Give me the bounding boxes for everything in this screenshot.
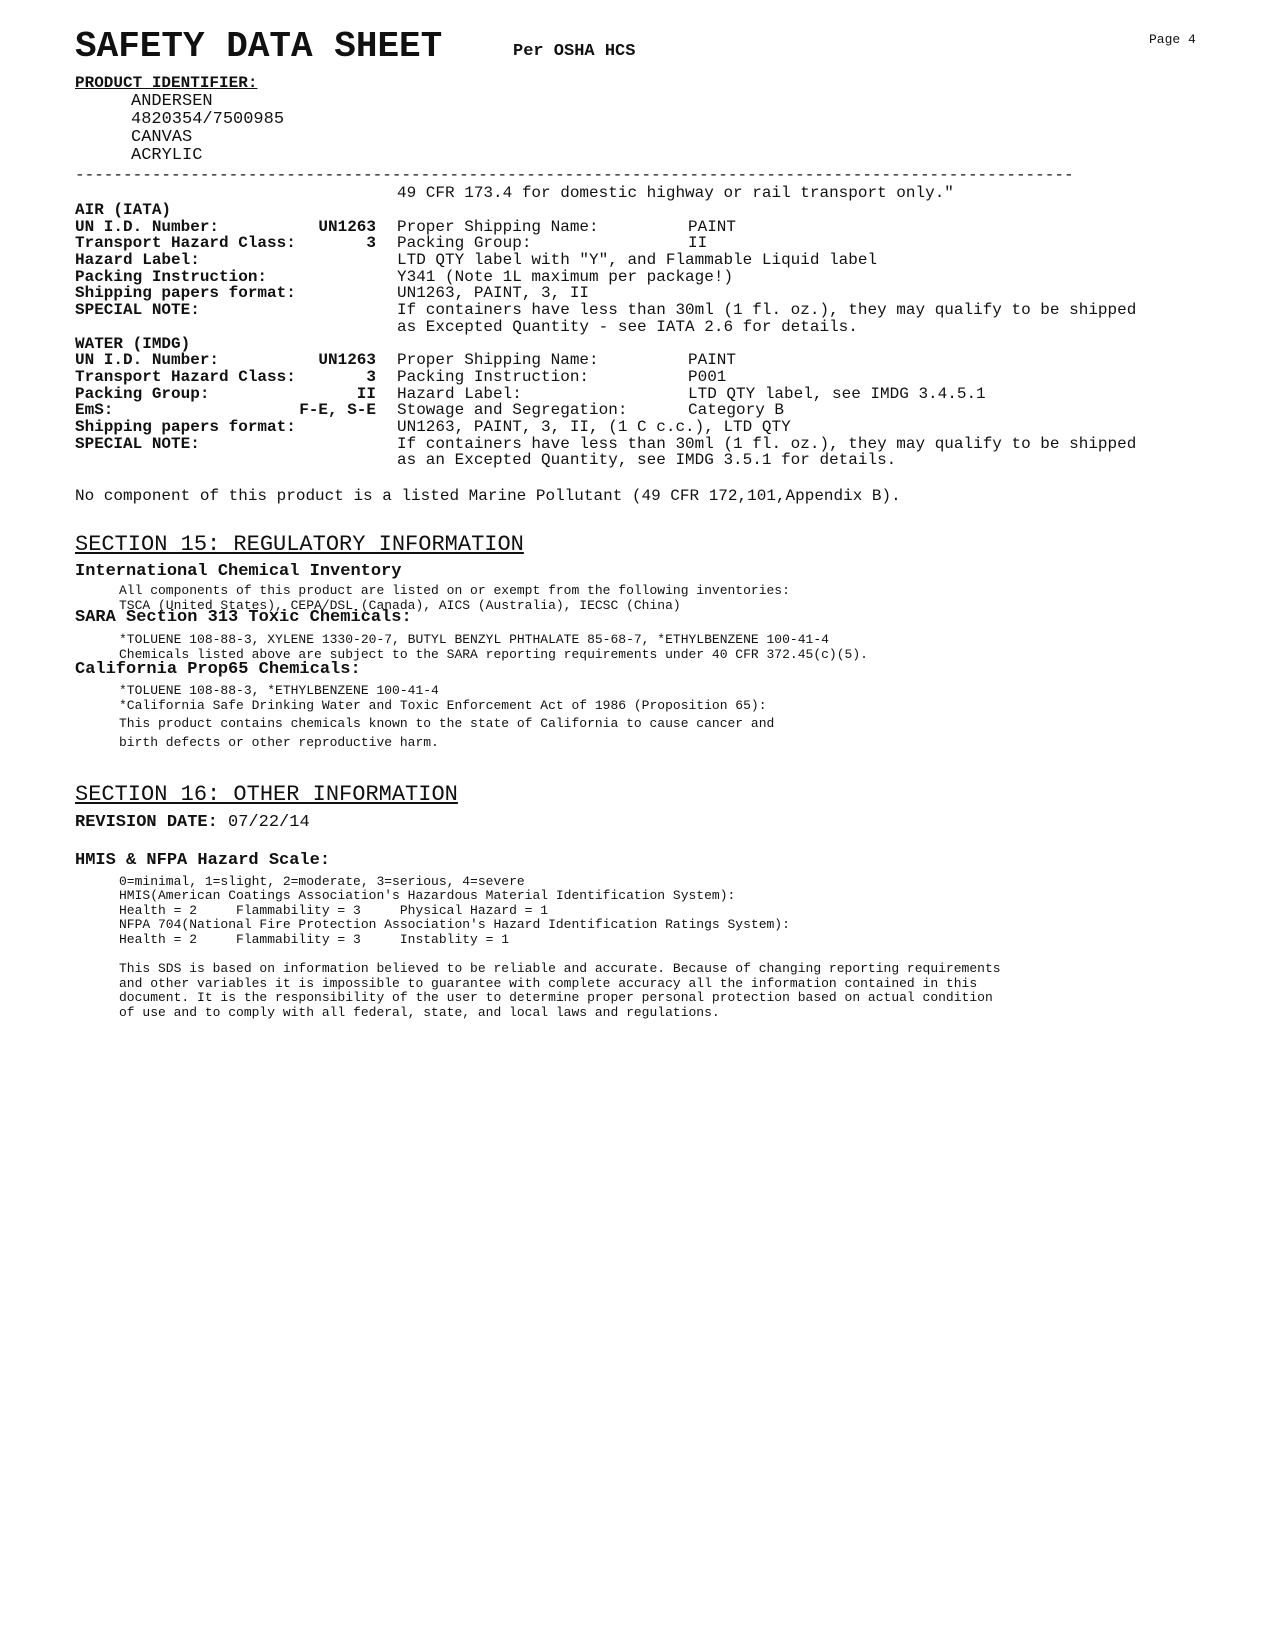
water-row-desc-value: Category B xyxy=(688,401,785,419)
water-row-label: EmS: xyxy=(75,401,114,419)
water-row-value: 3 xyxy=(366,368,376,386)
water-row-desc: Packing Instruction: xyxy=(397,368,590,386)
disclaimer-line: This SDS is based on information believed to be reliable and accurate. Because of changing reporting requirements xyxy=(119,961,1001,976)
sara-line: *TOLUENE 108-88-3, XYLENE 1330-20-7, BUTYL BENZYL PHTHALATE 85-68-7, *ETHYLBENZENE 100-41-4 xyxy=(119,632,829,647)
air-row-desc-value: II xyxy=(688,234,708,252)
water-row-desc: as an Excepted Quantity, see IMDG 3.5.1 for details. xyxy=(397,451,897,469)
product-line: 4820354/7500985 xyxy=(131,110,285,129)
water-row-desc-value: LTD QTY label, see IMDG 3.4.5.1 xyxy=(688,385,986,403)
product-line: ANDERSEN xyxy=(131,92,213,111)
prop65-line: This product contains chemicals known to the state of California to cause cancer and xyxy=(119,716,775,731)
water-row-value: F-E, S-E xyxy=(299,401,376,419)
air-row-value: UN1263 xyxy=(318,218,376,236)
air-row-label: UN I.D. Number: xyxy=(75,218,220,236)
disclaimer-line: document. It is the responsibility of the user to determine proper personal protection based on actual condition xyxy=(119,990,993,1005)
air-row-value: 3 xyxy=(366,234,376,252)
water-row-label: UN I.D. Number: xyxy=(75,351,220,369)
document-title: SAFETY DATA SHEET xyxy=(75,26,443,67)
sara-heading: SARA Section 313 Toxic Chemicals: xyxy=(75,608,412,627)
air-row-desc: Packing Group: xyxy=(397,234,532,252)
water-row-value: II xyxy=(356,385,376,403)
hmis-heading: HMIS & NFPA Hazard Scale: xyxy=(75,851,331,870)
air-row-label: Hazard Label: xyxy=(75,251,200,269)
document-subtitle: Per OSHA HCS xyxy=(513,42,636,61)
product-line: CANVAS xyxy=(131,128,193,147)
revision-label: REVISION DATE: xyxy=(75,813,218,832)
divider-line: -------------------------------------------------------------------------------------------------------- xyxy=(75,166,1074,184)
air-row-desc: UN1263, PAINT, 3, II xyxy=(397,284,590,302)
air-row-desc: Y341 (Note 1L maximum per package!) xyxy=(397,268,734,286)
water-row-value: UN1263 xyxy=(318,351,376,369)
water-row-label: Transport Hazard Class: xyxy=(75,368,296,386)
disclaimer-line: of use and to comply with all federal, state, and local laws and regulations. xyxy=(119,1005,720,1020)
hmis-line: NFPA 704(National Fire Protection Association's Hazard Identification Ratings System): xyxy=(119,917,790,932)
page-number: Page 4 xyxy=(1149,32,1196,47)
air-row-desc-value: PAINT xyxy=(688,218,737,236)
prop65-line: *California Safe Drinking Water and Toxic Enforcement Act of 1986 (Proposition 65): xyxy=(119,698,767,713)
water-row-desc: Proper Shipping Name: xyxy=(397,351,599,369)
revision-row xyxy=(75,813,310,832)
section-15-heading: SECTION 15: REGULATORY INFORMATION xyxy=(75,532,524,557)
prop65-line: *TOLUENE 108-88-3, *ETHYLBENZENE 100-41-4 xyxy=(119,683,439,698)
inventory-heading: International Chemical Inventory xyxy=(75,562,402,581)
air-row-label: Transport Hazard Class: xyxy=(75,234,296,252)
water-row-desc: UN1263, PAINT, 3, II, (1 C c.c.), LTD QTY xyxy=(397,418,791,436)
marine-pollutant-note: No component of this product is a listed Marine Pollutant (49 CFR 172,101,Appendix B). xyxy=(75,487,901,505)
air-row-desc: If containers have less than 30ml (1 fl. oz.), they may qualify to be shipped xyxy=(397,301,1137,319)
water-row-desc: Hazard Label: xyxy=(397,385,522,403)
hmis-line: Health = 2 Flammability = 3 Instablity = 1 xyxy=(119,932,510,947)
water-row-desc: If containers have less than 30ml (1 fl. oz.), they may qualify to be shipped xyxy=(397,435,1137,453)
prop65-heading: California Prop65 Chemicals: xyxy=(75,660,361,679)
inventory-line: TSCA (United States), CEPA/DSL (Canada), AICS (Australia), IECSC (China) xyxy=(119,598,681,613)
prop65-line: birth defects or other reproductive harm. xyxy=(119,735,439,750)
air-row-label: Shipping papers format: xyxy=(75,284,296,302)
water-row-label: Packing Group: xyxy=(75,385,210,403)
air-heading: AIR (IATA) xyxy=(75,201,172,219)
hmis-line: Health = 2 Flammability = 3 Physical Hazard = 1 xyxy=(119,903,549,918)
disclaimer-line: and other variables it is impossible to guarantee with complete accuracy all the information contained in this xyxy=(119,976,978,991)
air-row-desc: LTD QTY label with "Y", and Flammable Liquid label xyxy=(397,251,878,269)
revision-date: 07/22/14 xyxy=(228,813,310,832)
water-heading: WATER (IMDG) xyxy=(75,335,191,353)
product-identifier-label: PRODUCT IDENTIFIER: xyxy=(75,74,258,92)
water-row-desc: Stowage and Segregation: xyxy=(397,401,628,419)
air-row-label: SPECIAL NOTE: xyxy=(75,301,200,319)
inventory-line: All components of this product are listed on or exempt from the following inventories: xyxy=(119,583,790,598)
air-row-desc: Proper Shipping Name: xyxy=(397,218,599,236)
hmis-line: HMIS(American Coatings Association's Hazardous Material Identification System): xyxy=(119,888,736,903)
section-16-heading: SECTION 16: OTHER INFORMATION xyxy=(75,782,458,807)
water-row-desc-value: PAINT xyxy=(688,351,737,369)
hmis-line: 0=minimal, 1=slight, 2=moderate, 3=serious, 4=severe xyxy=(119,874,525,889)
product-line: ACRYLIC xyxy=(131,146,203,165)
sara-line: Chemicals listed above are subject to the SARA reporting requirements under 40 CFR 372.45(c)(5). xyxy=(119,647,868,662)
air-row-desc: as Excepted Quantity - see IATA 2.6 for details. xyxy=(397,318,858,336)
air-row-label: Packing Instruction: xyxy=(75,268,268,286)
continued-line: 49 CFR 173.4 for domestic highway or rail transport only." xyxy=(397,184,954,202)
water-row-desc-value: P001 xyxy=(688,368,727,386)
water-row-label: SPECIAL NOTE: xyxy=(75,435,200,453)
water-row-label: Shipping papers format: xyxy=(75,418,296,436)
